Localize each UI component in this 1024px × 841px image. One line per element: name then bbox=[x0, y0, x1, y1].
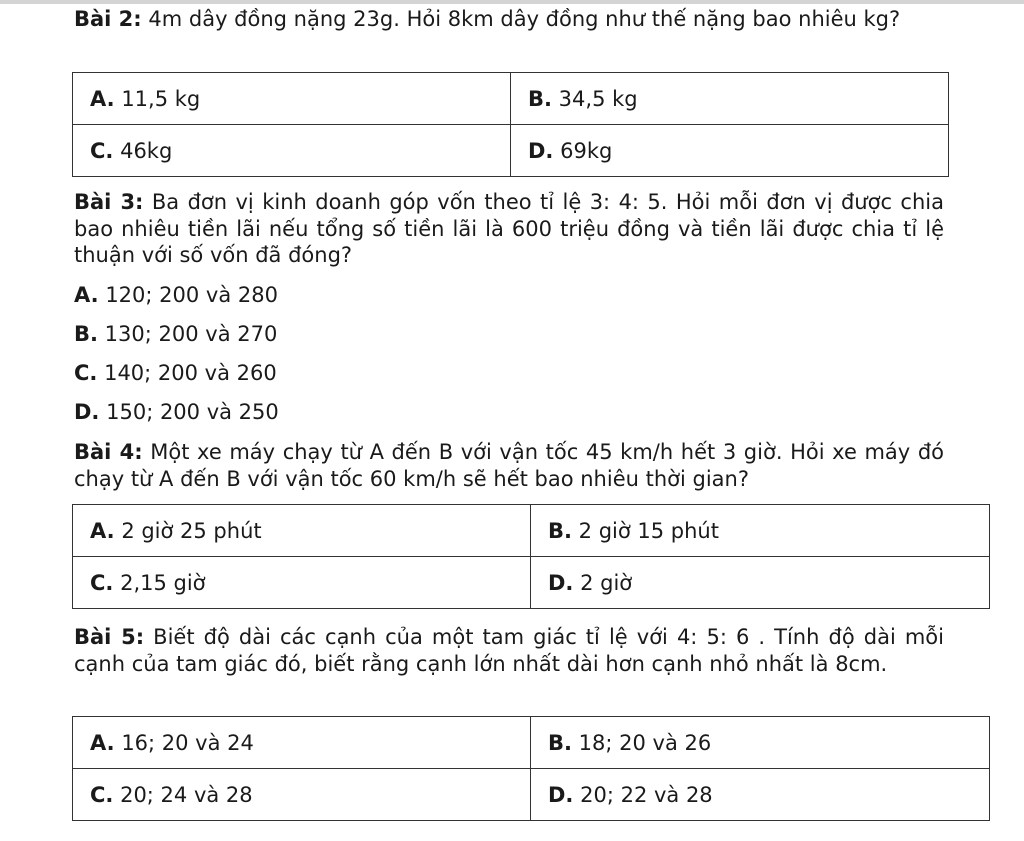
question-2-option-c[interactable] bbox=[73, 125, 511, 177]
question-5-option-d[interactable] bbox=[531, 769, 990, 821]
option-letter: A. bbox=[90, 518, 115, 543]
question-5-options bbox=[72, 716, 990, 821]
question-3-option-a[interactable] bbox=[74, 276, 279, 315]
option-text: 120; 200 và 280 bbox=[105, 283, 278, 307]
question-2-option-d[interactable] bbox=[511, 125, 949, 177]
question-4-option-b[interactable] bbox=[531, 505, 990, 557]
question-3-options bbox=[74, 276, 279, 432]
question-3-option-d[interactable] bbox=[74, 393, 279, 432]
option-text: 140; 200 và 260 bbox=[104, 361, 277, 385]
option-letter: C. bbox=[90, 782, 114, 807]
option-letter: A. bbox=[74, 283, 99, 307]
option-text: 69kg bbox=[560, 138, 613, 163]
option-letter: C. bbox=[90, 570, 114, 595]
option-text: 20; 24 và 28 bbox=[120, 782, 253, 807]
question-4-options bbox=[72, 504, 990, 609]
question-2 bbox=[74, 6, 944, 33]
option-text: 20; 22 và 28 bbox=[580, 782, 713, 807]
option-text: 2 giờ 25 phút bbox=[121, 518, 262, 543]
question-5-text: Biết độ dài các cạnh của một tam giác tỉ lệ với 4: 5: 6 . Tính độ dài mỗi cạnh của tam giác đó, biết rằng cạnh lớn nhất dài hơn cạnh nhỏ nhất là 8cm. bbox=[74, 625, 944, 676]
question-4-option-c[interactable] bbox=[73, 557, 531, 609]
question-4-option-a[interactable] bbox=[73, 505, 531, 557]
question-5-label: Bài 5: bbox=[74, 625, 145, 649]
option-letter: D. bbox=[74, 400, 100, 424]
option-text: 150; 200 và 250 bbox=[106, 400, 279, 424]
option-text: 130; 200 và 270 bbox=[104, 322, 278, 346]
option-letter: B. bbox=[548, 730, 572, 755]
option-text: 18; 20 và 26 bbox=[578, 730, 712, 755]
question-5-option-a[interactable] bbox=[73, 717, 531, 769]
top-border bbox=[0, 0, 1024, 4]
option-text: 11,5 kg bbox=[121, 86, 201, 111]
question-4-text: Một xe máy chạy từ A đến B với vận tốc 45 km/h hết 3 giờ. Hỏi xe máy đó chạy từ A đến B với vận tốc 60 km/h sẽ hết bao nhiêu thời gian? bbox=[74, 440, 944, 491]
question-3-text: Ba đơn vị kinh doanh góp vốn theo tỉ lệ 3: 4: 5. Hỏi mỗi đơn vị được chia bao nhiêu tiền lãi nếu tổng số tiền lãi là 600 triệu đồng và tiền lãi được chia tỉ lệ thuận với số vốn đã đóng? bbox=[74, 190, 944, 267]
question-2-options bbox=[72, 72, 949, 177]
option-text: 46kg bbox=[120, 138, 173, 163]
option-text: 2 giờ 15 phút bbox=[578, 518, 719, 543]
option-letter: C. bbox=[74, 361, 98, 385]
question-4-option-d[interactable] bbox=[531, 557, 990, 609]
option-text: 2 giờ bbox=[580, 570, 633, 595]
question-2-option-a[interactable] bbox=[73, 73, 511, 125]
option-letter: B. bbox=[548, 518, 572, 543]
question-5 bbox=[74, 624, 944, 677]
question-5-option-b[interactable] bbox=[531, 717, 990, 769]
question-5-option-c[interactable] bbox=[73, 769, 531, 821]
option-text: 16; 20 và 24 bbox=[121, 730, 254, 755]
option-letter: A. bbox=[90, 730, 115, 755]
question-2-label: Bài 2: bbox=[74, 7, 142, 31]
question-3-option-c[interactable] bbox=[74, 354, 279, 393]
option-letter: C. bbox=[90, 138, 114, 163]
question-2-text: 4m dây đồng nặng 23g. Hỏi 8km dây đồng như thế nặng bao nhiêu kg? bbox=[148, 7, 901, 31]
option-letter: D. bbox=[528, 138, 554, 163]
question-2-option-b[interactable] bbox=[511, 73, 949, 125]
option-letter: B. bbox=[528, 86, 552, 111]
option-text: 34,5 kg bbox=[558, 86, 638, 111]
option-letter: A. bbox=[90, 86, 115, 111]
option-letter: B. bbox=[74, 322, 98, 346]
question-3-option-b[interactable] bbox=[74, 315, 279, 354]
question-3 bbox=[74, 189, 944, 269]
question-4-label: Bài 4: bbox=[74, 440, 143, 464]
question-4 bbox=[74, 439, 944, 492]
option-letter: D. bbox=[548, 570, 574, 595]
option-letter: D. bbox=[548, 782, 574, 807]
option-text: 2,15 giờ bbox=[120, 570, 206, 595]
question-3-label: Bài 3: bbox=[74, 190, 144, 214]
